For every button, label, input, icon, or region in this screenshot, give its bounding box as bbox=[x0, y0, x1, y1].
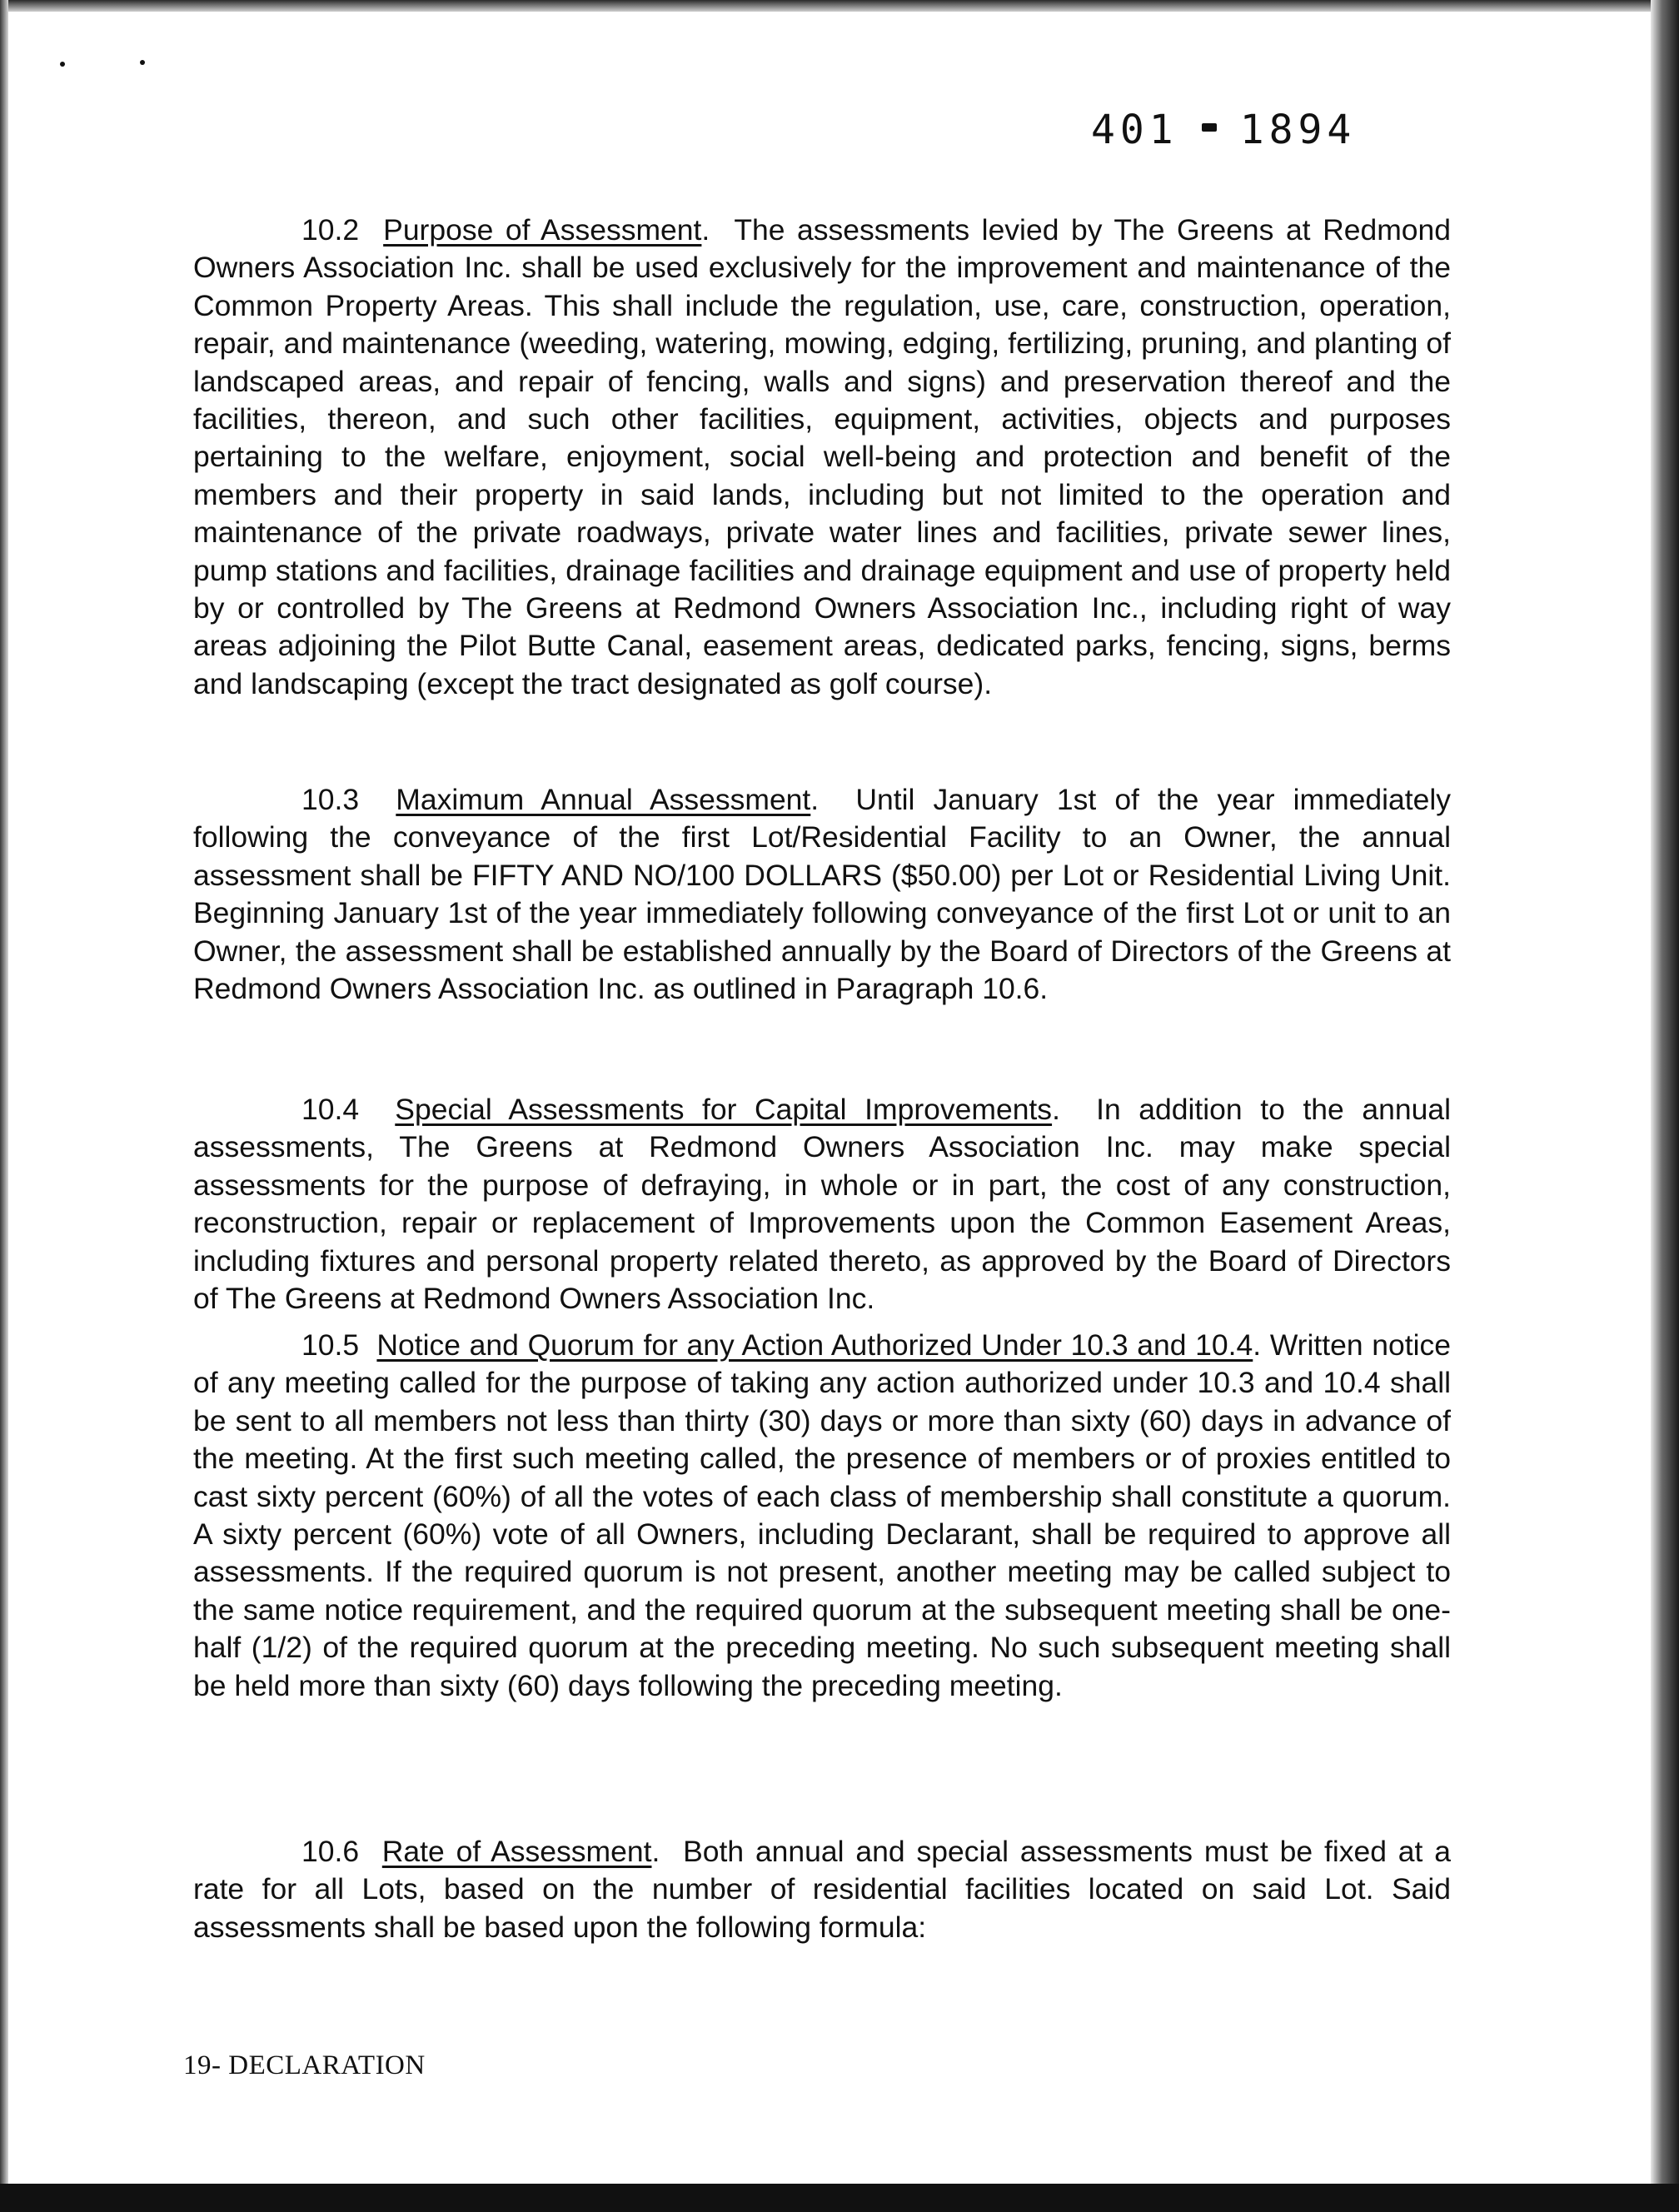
scan-right-border bbox=[1651, 0, 1679, 2212]
section-heading: Purpose of Assessment bbox=[383, 213, 702, 247]
section-number: 10.5 bbox=[301, 1328, 360, 1362]
section-number: 10.3 bbox=[301, 783, 360, 816]
section-10-5: 10.5 Notice and Quorum for any Action Authorized Under 10.3 and 10.4. Written notice of any meeting called for the purpose of taking any action authorized under 10.3 and 10.4 shall be sent to all members not less than thirty (30) days or more than sixty (60) days in advance of the meeting. At the first such meeting called, the presence of members or of proxies entitled to cast sixty percent (60%) of all the votes of each class of membership shall constitute a quorum. A sixty percent (60%) vote of all Owners, including Declarant, shall be required to approve all assessments. If the required quorum is not present, another meeting may be called subject to the same notice requirement, and the required quorum at the subsequent meeting shall be one-half (1/2) of the required quorum at the preceding meeting. No such subsequent meeting shall be held more than sixty (60) days following the preceding meeting. bbox=[193, 1328, 1451, 1702]
scan-top-border bbox=[0, 0, 1679, 12]
scan-bottom-border bbox=[0, 2184, 1679, 2212]
section-heading: Rate of Assessment bbox=[381, 1835, 652, 1868]
document-number bbox=[1091, 107, 1356, 153]
section-body: Written notice of any meeting called for the purpose of taking any action authorized under 10.3 and 10.4 shall be sent to all members not less than thirty (30) days or more than sixty (60) days in advance of the meeting. At the first such meeting called, the presence of members or of proxies entitled to cast sixty percent (60%) of all the votes of each class of membership shall constitute a quorum. A sixty percent (60%) vote of all Owners, including Declarant, shall be required to approve all assessments. If the required quorum is not present, another meeting may be called subject to the same notice requirement, and the required quorum at the subsequent meeting shall be one-half (1/2) of the required quorum at the preceding meeting. No such subsequent meeting shall be held more than sixty (60) days following the preceding meeting. bbox=[193, 1328, 1451, 1702]
document-number-right: 1894 bbox=[1239, 107, 1357, 153]
section-body: Until January 1st of the year immediately following the conveyance of the first Lot/Residential Facility to an Owner, the annual assessment shall be FIFTY AND NO/100 DOLLARS ($50.00) per Lot or Residential Living Unit. Beginning January 1st of the year immediately following conveyance of the first Lot or unit to an Owner, the assessment shall be established annually by the Board of Directors of the Greens at Redmond Owners Association Inc. as outlined in Paragraph 10.6. bbox=[193, 783, 1452, 1006]
section-number: 10.6 bbox=[301, 1835, 360, 1868]
section-10-3: 10.3 Maximum Annual Assessment. Until January 1st of the year immediately following the conveyance of the first Lot/Residential Facility to an Owner, the annual assessment shall be FIFTY AND NO/100 DOLLARS ($50.00) per Lot or Residential Living Unit. Beginning January 1st of the year immediately following conveyance of the first Lot or unit to an Owner, the assessment shall be established annually by the Board of Directors of the Greens at Redmond Owners Association Inc. as outlined in Paragraph 10.6. bbox=[193, 783, 1452, 1006]
section-10-2: 10.2 Purpose of Assessment. The assessments levied by The Greens at Redmond Owners Association Inc. shall be used exclusively for the improvement and maintenance of the Common Property Areas. This shall include the regulation, use, care, construction, operation, repair, and maintenance (weeding, watering, mowing, edging, fertilizing, pruning, and planting of landscaped areas, and repair of fencing, walls and signs) and preservation thereof and the facilities, thereon, and such other facilities, equipment, activities, objects and purposes pertaining to the welfare, enjoyment, social well-being and protection and benefit of the members and their property in said lands, including but not limited to the operation and maintenance of the private roadways, private water lines and facilities, private sewer lines, pump stations and facilities, drainage facilities and drainage equipment and use of property held by or controlled by The Greens at Redmond Owners Association Inc., including right of way areas adjoining the Pilot Butte Canal, easement areas, dedicated parks, fencing, signs, berms and landscaping (except the tract designated as golf course). bbox=[193, 213, 1451, 700]
scan-left-border bbox=[0, 0, 8, 2212]
scan-speck bbox=[140, 60, 145, 65]
section-10-6: 10.6 Rate of Assessment. Both annual and special assessments must be fixed at a rate for all Lots, based on the number of residential facilities located on said Lot. Said assessments shall be based upon the following formula: bbox=[193, 1835, 1451, 1944]
section-heading: Notice and Quorum for any Action Authorized Under 10.3 and 10.4 bbox=[376, 1328, 1253, 1362]
section-body: Both annual and special assessments must be fixed at a rate for all Lots, based on the number of residential facilities located on said Lot. Said assessments shall be based upon the following formula: bbox=[193, 1835, 1451, 1944]
section-number: 10.2 bbox=[301, 213, 360, 247]
section-heading: Special Assessments for Capital Improvements bbox=[395, 1093, 1053, 1126]
section-body: In addition to the annual assessments, The Greens at Redmond Owners Association Inc. may make special assessments for the purpose of defraying, in whole or in part, the cost of any construction, reconstruction, repair or replacement of Improvements upon the Common Easement Areas, including fixtures and personal property related thereto, as approved by the Board of Directors of The Greens at Redmond Owners Association Inc. bbox=[193, 1093, 1451, 1316]
section-heading: Maximum Annual Assessment bbox=[396, 783, 811, 816]
document-number-dash bbox=[1202, 123, 1217, 132]
scan-speck bbox=[60, 62, 65, 67]
section-body: The assessments levied by The Greens at Redmond Owners Association Inc. shall be used exclusively for the improvement and maintenance of the Common Property Areas. This shall include the regulation, use, care, construction, operation, repair, and maintenance (weeding, watering, mowing, edging, fertilizing, pruning, and planting of landscaped areas, and repair of fencing, walls and signs) and preservation thereof and the facilities, thereon, and such other facilities, equipment, activities, objects and purposes pertaining to the welfare, enjoyment, social well-being and protection and benefit of the members and their property in said lands, including but not limited to the operation and maintenance of the private roadways, private water lines and facilities, private sewer lines, pump stations and facilities, drainage facilities and drainage equipment and use of property held by or controlled by The Greens at Redmond Owners Association Inc., including right of way areas adjoining the Pilot Butte Canal, easement areas, dedicated parks, fencing, signs, berms and landscaping (except the tract designated as golf course). bbox=[193, 213, 1451, 700]
document-number-left: 401 bbox=[1091, 107, 1178, 153]
section-10-4: 10.4 Special Assessments for Capital Improvements. In addition to the annual assessments, The Greens at Redmond Owners Association Inc. may make special assessments for the purpose of defraying, in whole or in part, the cost of any construction, reconstruction, repair or replacement of Improvements upon the Common Easement Areas, including fixtures and personal property related thereto, as approved by the Board of Directors of The Greens at Redmond Owners Association Inc. bbox=[193, 1093, 1451, 1316]
page-footer: 19- DECLARATION bbox=[183, 2050, 426, 2080]
section-number: 10.4 bbox=[301, 1093, 360, 1126]
